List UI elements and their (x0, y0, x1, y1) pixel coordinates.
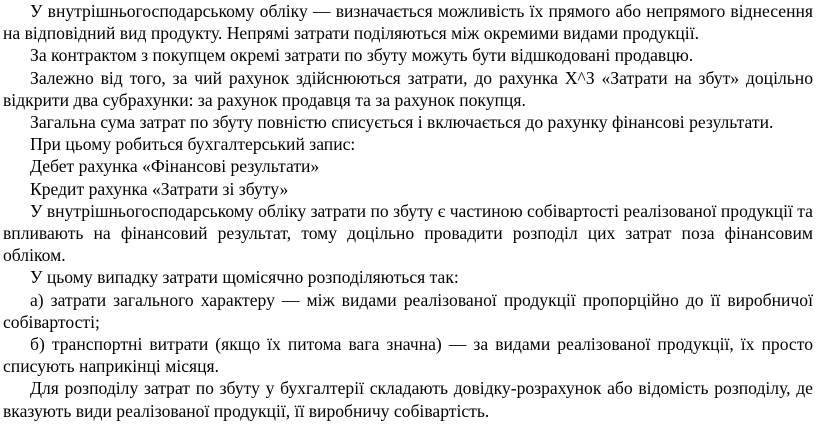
paragraph-total-write-off: Загальна сума затрат по збуту повністю списується і включається до рахунку фінансові результати. (30, 112, 774, 133)
list-item-transport-costs: б) транспортні витрати (якщо їх питома вага значна) — за видами реалізованої продукції, їх просто списують наприкінці місяця. (3, 334, 813, 377)
paragraph-internal-accounting: У внутрішньогосподарському обліку затрати по збуту є частиною собівартості реалізованої продукції та впливають на фінансовий результат, тому доцільно провадити розподіл цих затрат поза фінансовим обліком. (3, 200, 813, 266)
paragraph-cost-attribution: У внутрішньогосподарському обліку — визначається можливість їх прямого або непрямого віднесення на відповідний вид продукту. Непрямі затрати поділяються між окремими видами продукції. (3, 1, 813, 44)
document-body (3, 0, 813, 422)
paragraph-credit-entry: Кредит рахунка «Затрати зі збуту» (30, 178, 289, 199)
paragraph-subaccounts: Залежно від того, за чий рахунок здійснюються затрати, до рахунка Х^З «Затрати на збут» доцільно відкрити два субрахунки: за рахунок продавця та за рахунок покупця. (3, 67, 813, 110)
paragraph-entry-intro: При цьому робиться бухгалтерський запис: (30, 134, 356, 155)
paragraph-monthly-allocation: У цьому випадку затрати щомісячно розподіляються так: (30, 267, 459, 288)
paragraph-debit-entry: Дебет рахунка «Фінансові результати» (30, 156, 320, 177)
paragraph-allocation-statement: Для розподілу затрат по збуту у бухгалтерії складають довідку-розрахунок або відомість розподілу, де вказують види реалізованої продукції, її виробничу собівартість. (3, 378, 813, 421)
paragraph-contract-reimbursement: За контрактом з покупцем окремі затрати по збуту можуть бути відшкодовані продавцю. (30, 45, 694, 66)
list-item-general-costs: а) затрати загального характеру — між видами реалізованої продукції пропорційно до її виробничої собівартості; (3, 289, 813, 332)
